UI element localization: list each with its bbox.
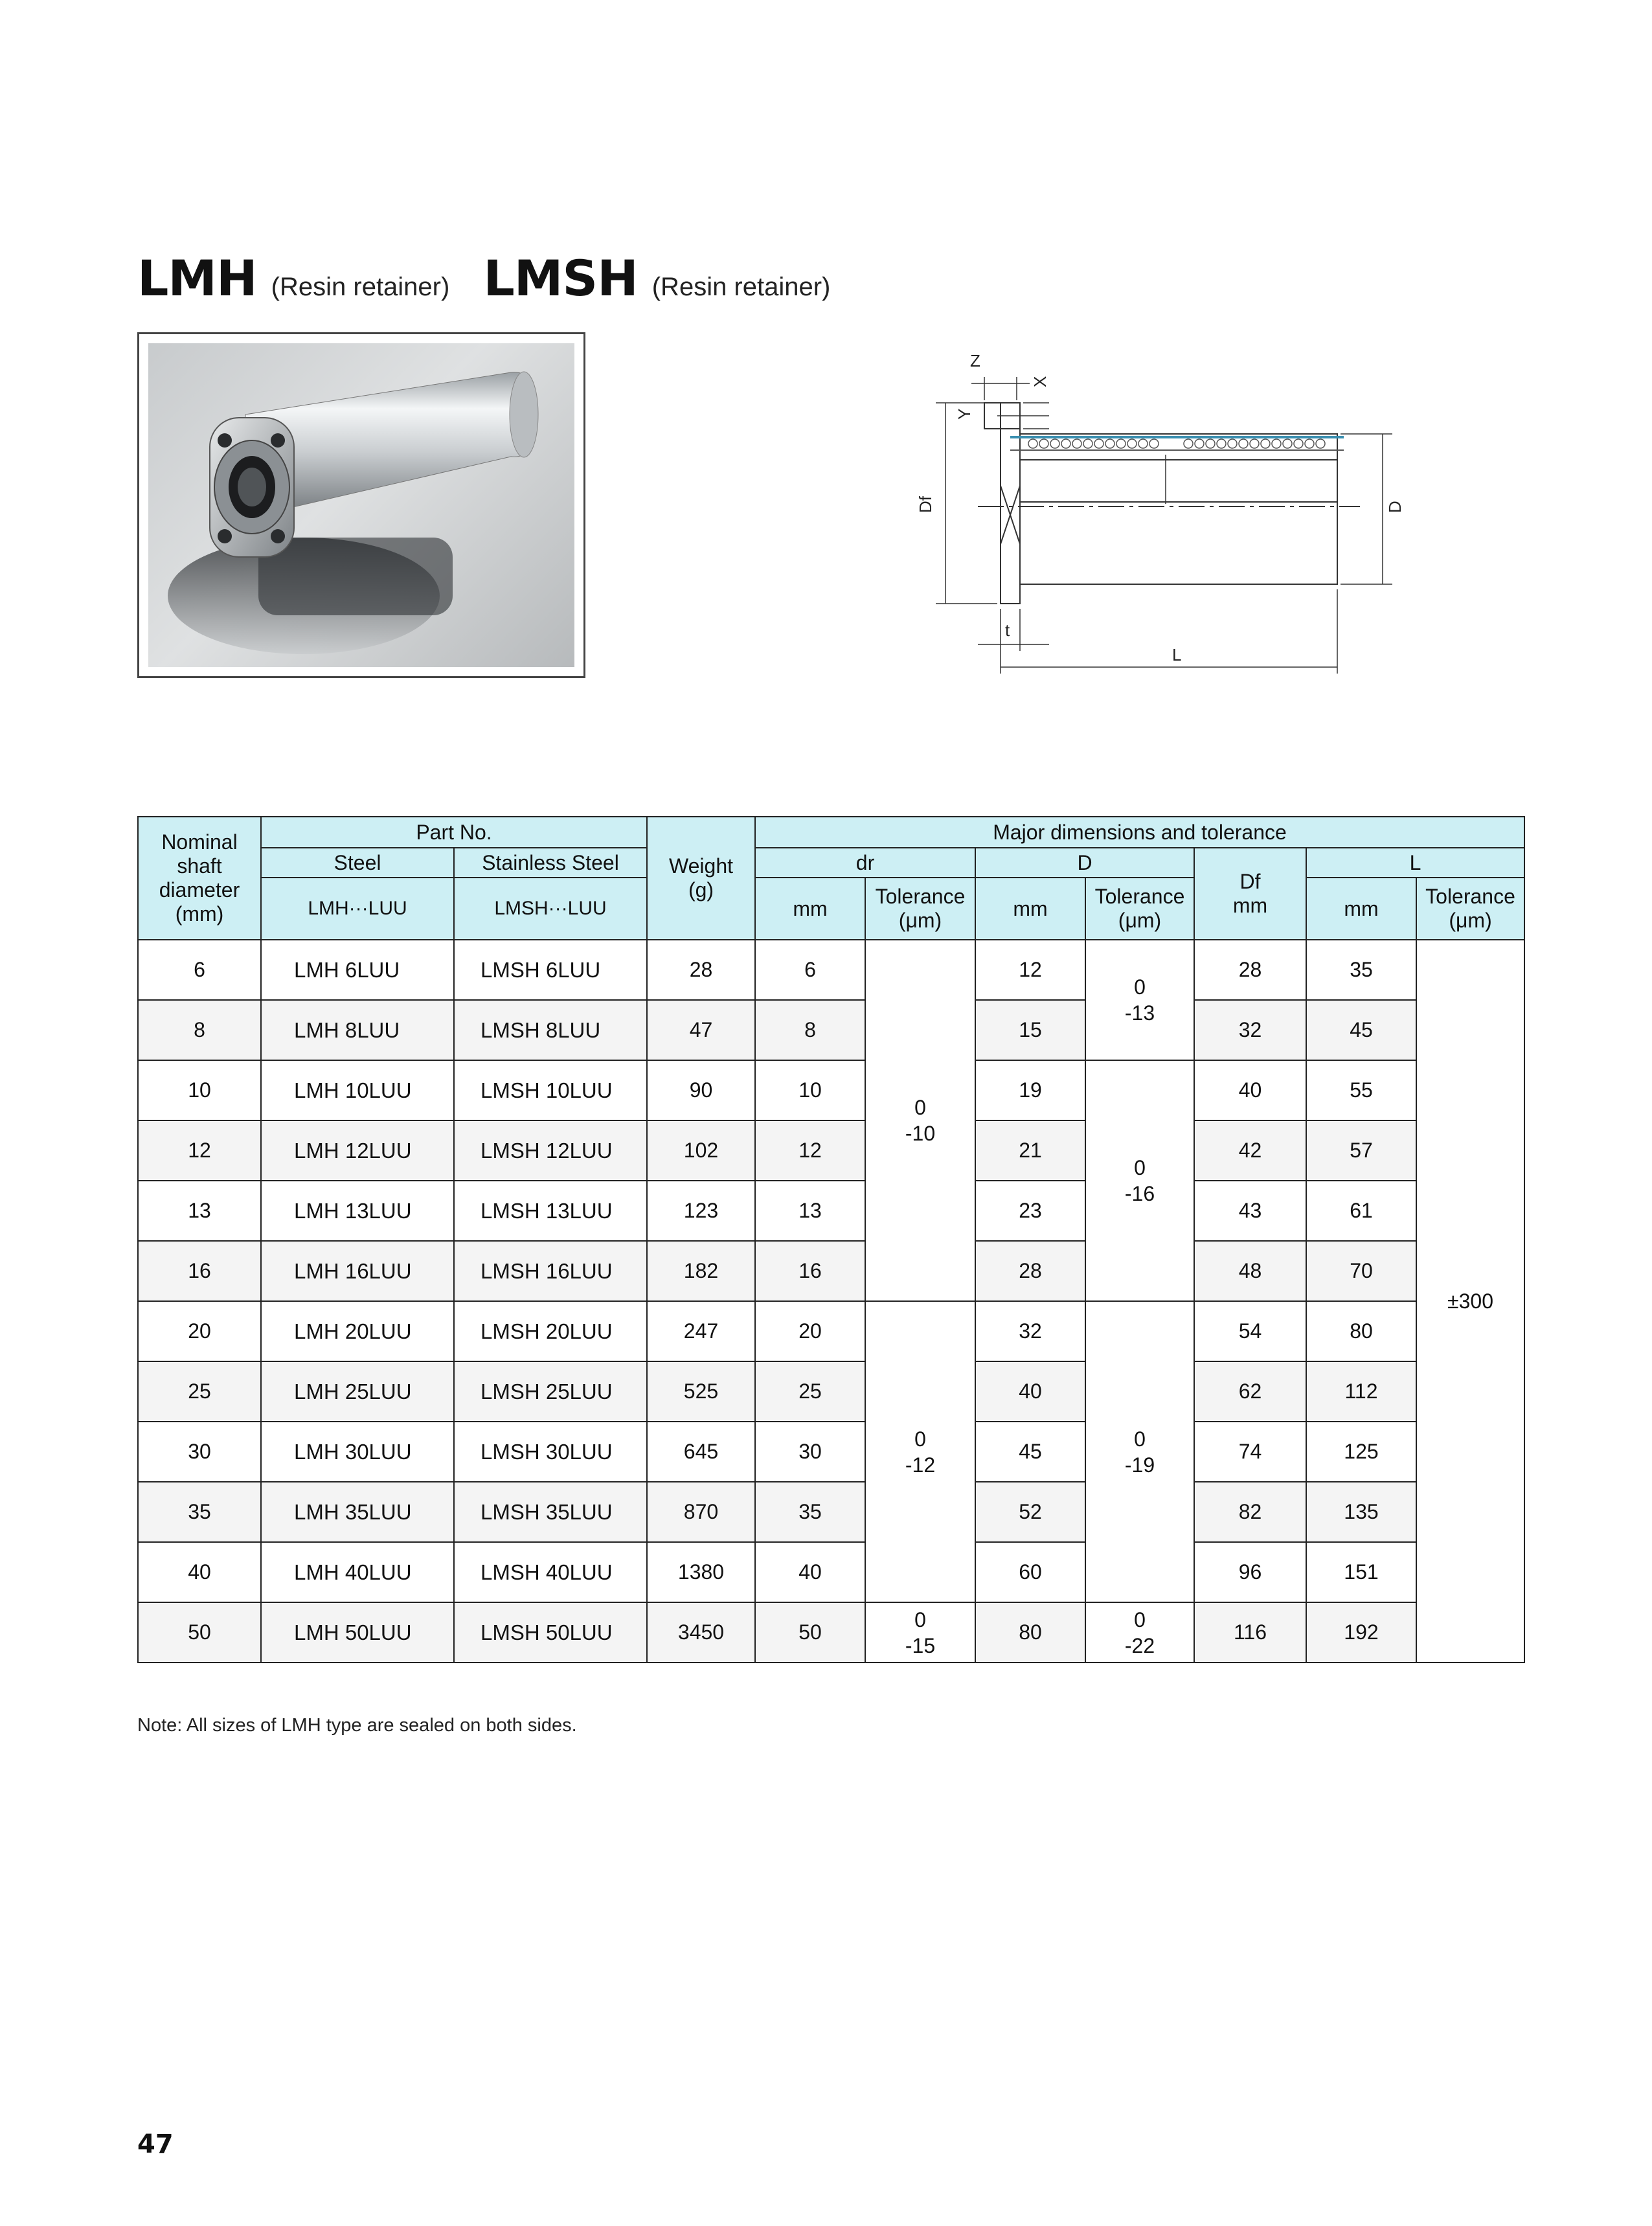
cell-weight: 182 <box>647 1241 755 1301</box>
cell-d: 52 <box>975 1482 1085 1542</box>
cell-weight: 47 <box>647 1000 755 1060</box>
cell-steel-part: LMH 13LUU <box>261 1181 454 1241</box>
table-row <box>138 1181 1524 1241</box>
cell-df: 43 <box>1194 1181 1306 1241</box>
cell-steel-part: LMH 12LUU <box>261 1120 454 1181</box>
cell-d: 23 <box>975 1181 1085 1241</box>
dim-label-d: D <box>1385 501 1405 513</box>
cell-dr: 8 <box>755 1000 865 1060</box>
retainer-label-lmh: (Resin retainer) <box>271 273 450 301</box>
specification-table <box>137 816 1525 1663</box>
cell-nominal: 8 <box>138 1000 261 1060</box>
cell-steel-part: LMH 30LUU <box>261 1422 454 1482</box>
cell-l: 35 <box>1306 940 1416 1000</box>
cell-nominal: 20 <box>138 1301 261 1361</box>
header-l: L <box>1306 848 1524 878</box>
header-df: Df mm <box>1194 848 1306 940</box>
cell-d-tolerance: 0 -13 <box>1085 940 1194 1060</box>
cell-steel-part: LMH 16LUU <box>261 1241 454 1301</box>
header-dr: dr <box>755 848 975 878</box>
table-row <box>138 1060 1524 1120</box>
cell-stainless-part: LMSH 10LUU <box>454 1060 647 1120</box>
cell-nominal: 16 <box>138 1241 261 1301</box>
cell-stainless-part: LMSH 20LUU <box>454 1301 647 1361</box>
header-d-tolerance: Tolerance (μm) <box>1085 878 1194 940</box>
cell-l: 57 <box>1306 1120 1416 1181</box>
product-photo-frame <box>137 332 585 678</box>
cell-nominal: 6 <box>138 940 261 1000</box>
model-name-lmsh: LMSH <box>483 249 638 307</box>
model-name-lmh: LMH <box>137 249 257 307</box>
cell-nominal: 30 <box>138 1422 261 1482</box>
cell-df: 42 <box>1194 1120 1306 1181</box>
footnote: Note: All sizes of LMH type are sealed on both sides. <box>137 1715 577 1736</box>
cell-nominal: 10 <box>138 1060 261 1120</box>
cell-df: 40 <box>1194 1060 1306 1120</box>
cell-d-tolerance: 0 -19 <box>1085 1301 1194 1602</box>
cell-nominal: 50 <box>138 1602 261 1663</box>
page-title <box>137 249 830 321</box>
cell-stainless-part: LMSH 25LUU <box>454 1361 647 1422</box>
cell-l: 45 <box>1306 1000 1416 1060</box>
cell-stainless-part: LMSH 30LUU <box>454 1422 647 1482</box>
cell-weight: 525 <box>647 1361 755 1422</box>
cell-d: 19 <box>975 1060 1085 1120</box>
table-row <box>138 1000 1524 1060</box>
table-row <box>138 1301 1524 1361</box>
cell-d: 40 <box>975 1361 1085 1422</box>
cell-weight: 90 <box>647 1060 755 1120</box>
cell-l: 125 <box>1306 1422 1416 1482</box>
cell-dr: 25 <box>755 1361 865 1422</box>
cell-l-tolerance: ±300 <box>1416 940 1524 1663</box>
dim-label-t: t <box>1005 620 1010 640</box>
cell-stainless-part: LMSH 50LUU <box>454 1602 647 1663</box>
cell-dr: 40 <box>755 1542 865 1602</box>
cell-steel-part: LMH 50LUU <box>261 1602 454 1663</box>
cell-nominal: 40 <box>138 1542 261 1602</box>
header-part-no: Part No. <box>261 817 647 848</box>
cell-d: 32 <box>975 1301 1085 1361</box>
cell-dr-tolerance: 0 -12 <box>865 1301 975 1602</box>
cell-stainless-part: LMSH 12LUU <box>454 1120 647 1181</box>
header-steel-series: LMH···LUU <box>261 878 454 940</box>
cell-weight: 645 <box>647 1422 755 1482</box>
cell-steel-part: LMH 20LUU <box>261 1301 454 1361</box>
cell-stainless-part: LMSH 6LUU <box>454 940 647 1000</box>
cell-nominal: 25 <box>138 1361 261 1422</box>
header-l-tolerance: Tolerance (μm) <box>1416 878 1524 940</box>
cell-l: 112 <box>1306 1361 1416 1422</box>
cell-df: 48 <box>1194 1241 1306 1301</box>
cell-dr: 12 <box>755 1120 865 1181</box>
cell-steel-part: LMH 10LUU <box>261 1060 454 1120</box>
cell-stainless-part: LMSH 8LUU <box>454 1000 647 1060</box>
cell-dr-tolerance: 0 -10 <box>865 940 975 1301</box>
cell-stainless-part: LMSH 35LUU <box>454 1482 647 1542</box>
table-row <box>138 1241 1524 1301</box>
dim-label-df: Df <box>916 496 935 513</box>
cell-l: 80 <box>1306 1301 1416 1361</box>
dim-label-y: Y <box>955 408 974 420</box>
cell-steel-part: LMH 40LUU <box>261 1542 454 1602</box>
header-d-mm: mm <box>975 878 1085 940</box>
cell-dr: 20 <box>755 1301 865 1361</box>
cell-df: 74 <box>1194 1422 1306 1482</box>
cell-dr: 35 <box>755 1482 865 1542</box>
dim-label-z: Z <box>970 351 980 370</box>
cell-weight: 102 <box>647 1120 755 1181</box>
header-dr-mm: mm <box>755 878 865 940</box>
header-weight: Weight (g) <box>647 817 755 940</box>
cell-d: 60 <box>975 1542 1085 1602</box>
cell-stainless-part: LMSH 16LUU <box>454 1241 647 1301</box>
cell-weight: 870 <box>647 1482 755 1542</box>
cell-dr-tolerance: 0 -15 <box>865 1602 975 1663</box>
header-d: D <box>975 848 1194 878</box>
cell-df: 82 <box>1194 1482 1306 1542</box>
cell-weight: 247 <box>647 1301 755 1361</box>
cell-steel-part: LMH 8LUU <box>261 1000 454 1060</box>
cell-d-tolerance: 0 -22 <box>1085 1602 1194 1663</box>
cell-d: 12 <box>975 940 1085 1000</box>
table-row <box>138 1361 1524 1422</box>
cell-df: 32 <box>1194 1000 1306 1060</box>
header-major-dimensions: Major dimensions and tolerance <box>755 817 1524 848</box>
dimension-drawing <box>894 343 1412 687</box>
header-dr-tolerance: Tolerance (μm) <box>865 878 975 940</box>
cell-dr: 50 <box>755 1602 865 1663</box>
cell-df: 62 <box>1194 1361 1306 1422</box>
cell-weight: 123 <box>647 1181 755 1241</box>
cell-nominal: 13 <box>138 1181 261 1241</box>
cell-dr: 16 <box>755 1241 865 1301</box>
cell-d: 80 <box>975 1602 1085 1663</box>
cell-nominal: 35 <box>138 1482 261 1542</box>
table-row <box>138 1482 1524 1542</box>
dim-label-x: X <box>1030 376 1050 387</box>
cell-dr: 13 <box>755 1181 865 1241</box>
retainer-label-lmsh: (Resin retainer) <box>651 273 831 301</box>
cell-l: 192 <box>1306 1602 1416 1663</box>
table-row <box>138 1120 1524 1181</box>
cell-l: 61 <box>1306 1181 1416 1241</box>
product-photo <box>148 343 574 667</box>
cell-steel-part: LMH 6LUU <box>261 940 454 1000</box>
cell-df: 96 <box>1194 1542 1306 1602</box>
header-stainless: Stainless Steel <box>454 848 647 878</box>
cell-l: 70 <box>1306 1241 1416 1301</box>
cell-d: 21 <box>975 1120 1085 1181</box>
header-steel: Steel <box>261 848 454 878</box>
cell-d: 28 <box>975 1241 1085 1301</box>
cell-l: 151 <box>1306 1542 1416 1602</box>
cell-d: 15 <box>975 1000 1085 1060</box>
cell-weight: 3450 <box>647 1602 755 1663</box>
table-row <box>138 1602 1524 1663</box>
cell-df: 28 <box>1194 940 1306 1000</box>
table-row <box>138 940 1524 1000</box>
cell-dr: 30 <box>755 1422 865 1482</box>
cell-steel-part: LMH 35LUU <box>261 1482 454 1542</box>
cell-l: 135 <box>1306 1482 1416 1542</box>
cell-df: 116 <box>1194 1602 1306 1663</box>
cell-weight: 1380 <box>647 1542 755 1602</box>
cell-nominal: 12 <box>138 1120 261 1181</box>
cell-dr: 10 <box>755 1060 865 1120</box>
table-row <box>138 1542 1524 1602</box>
header-l-mm: mm <box>1306 878 1416 940</box>
cell-d-tolerance: 0 -16 <box>1085 1060 1194 1301</box>
table-row <box>138 1422 1524 1482</box>
page-number: 47 <box>137 2129 174 2159</box>
cell-d: 45 <box>975 1422 1085 1482</box>
header-stainless-series: LMSH···LUU <box>454 878 647 940</box>
cell-stainless-part: LMSH 13LUU <box>454 1181 647 1241</box>
cell-weight: 28 <box>647 940 755 1000</box>
cell-dr: 6 <box>755 940 865 1000</box>
header-nominal: Nominal shaft diameter (mm) <box>138 817 261 940</box>
cell-l: 55 <box>1306 1060 1416 1120</box>
cell-df: 54 <box>1194 1301 1306 1361</box>
dim-label-l: L <box>1172 645 1182 664</box>
cell-stainless-part: LMSH 40LUU <box>454 1542 647 1602</box>
cell-steel-part: LMH 25LUU <box>261 1361 454 1422</box>
